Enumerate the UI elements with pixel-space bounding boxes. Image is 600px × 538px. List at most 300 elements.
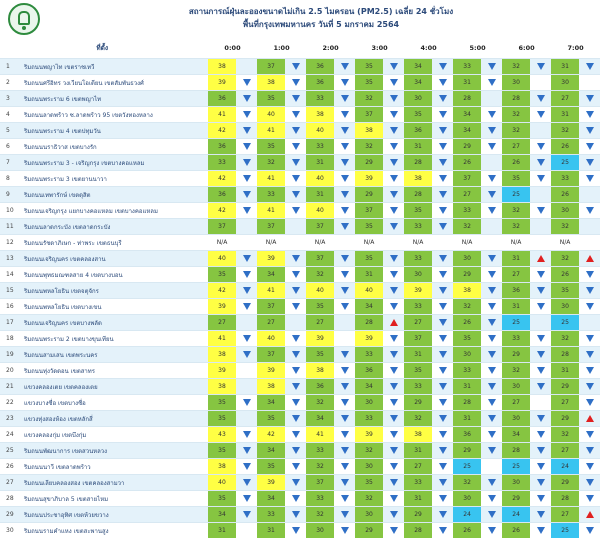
trend-indicator: [481, 299, 502, 315]
row-number: 6: [0, 139, 20, 155]
trend-indicator: [285, 523, 306, 538]
trend-indicator: [530, 267, 551, 283]
trend-down-icon: [341, 511, 349, 518]
pm25-value: 29: [502, 347, 530, 363]
header-time: 1:00: [257, 38, 306, 59]
trend-down-icon: [488, 335, 496, 342]
trend-indicator: [530, 107, 551, 123]
trend-indicator: [432, 139, 453, 155]
station-name: ริมถนนพัฒนาการ เขตสวนหลวง: [20, 443, 208, 459]
pm25-value: 35: [355, 219, 383, 235]
trend-down-icon: [537, 335, 545, 342]
row-number: 14: [0, 267, 20, 283]
trend-indicator: [334, 283, 355, 299]
trend-indicator: [383, 267, 404, 283]
table-row: [0, 75, 600, 91]
table-header-row: [0, 38, 600, 59]
trend-indicator: [285, 395, 306, 411]
trend-down-icon: [341, 255, 349, 262]
trend-indicator: [432, 363, 453, 379]
trend-down-icon: [537, 271, 545, 278]
pm25-value: 37: [257, 299, 285, 315]
table-row: [0, 475, 600, 491]
trend-down-icon: [488, 447, 496, 454]
trend-indicator: [383, 203, 404, 219]
row-number: 24: [0, 427, 20, 443]
trend-down-icon: [488, 511, 496, 518]
trend-down-icon: [586, 111, 594, 118]
trend-indicator: [579, 379, 600, 395]
trend-indicator: [481, 91, 502, 107]
trend-down-icon: [292, 351, 300, 358]
row-number: 17: [0, 315, 20, 331]
trend-indicator: [481, 203, 502, 219]
trend-down-icon: [292, 191, 300, 198]
trend-indicator: [432, 235, 453, 251]
trend-indicator: [432, 187, 453, 203]
trend-down-icon: [390, 479, 398, 486]
station-name: ริมถนนนราธิวาส เขตบางรัก: [20, 139, 208, 155]
pm25-value: 37: [257, 347, 285, 363]
trend-indicator: [579, 331, 600, 347]
trend-down-icon: [390, 127, 398, 134]
report-header: [0, 0, 600, 38]
trend-indicator: [432, 75, 453, 91]
pm25-value: 35: [257, 411, 285, 427]
trend-indicator: [334, 411, 355, 427]
trend-down-icon: [586, 207, 594, 214]
trend-down-icon: [390, 447, 398, 454]
pm25-value: 38: [306, 107, 334, 123]
pm25-value: 27: [208, 315, 236, 331]
trend-down-icon: [243, 143, 251, 150]
trend-down-icon: [586, 367, 594, 374]
pm25-value: 40: [208, 251, 236, 267]
row-number: 12: [0, 235, 20, 251]
trend-indicator: [530, 203, 551, 219]
pm25-value: 37: [453, 171, 481, 187]
pm25-value: 29: [404, 507, 432, 523]
trend-indicator: [285, 267, 306, 283]
trend-indicator: [579, 443, 600, 459]
pm25-value: 32: [306, 507, 334, 523]
pm25-value: 29: [551, 475, 579, 491]
trend-down-icon: [243, 159, 251, 166]
trend-indicator: [481, 251, 502, 267]
trend-indicator: [481, 107, 502, 123]
pm25-value: 27: [404, 315, 432, 331]
trend-down-icon: [390, 63, 398, 70]
trend-indicator: [432, 475, 453, 491]
trend-indicator: [579, 267, 600, 283]
pm25-value: 37: [306, 251, 334, 267]
trend-indicator: [383, 331, 404, 347]
pm25-value: 33: [453, 203, 481, 219]
pm25-value: 32: [502, 59, 530, 75]
trend-indicator: [334, 123, 355, 139]
pm25-value: 36: [306, 379, 334, 395]
trend-indicator: [481, 59, 502, 75]
trend-indicator: [432, 443, 453, 459]
pm25-value: 27: [502, 395, 530, 411]
pm25-value: 27: [257, 315, 285, 331]
pm25-value: 32: [404, 411, 432, 427]
pm25-value: 38: [208, 347, 236, 363]
trend-down-icon: [488, 383, 496, 390]
pm25-value: 27: [551, 395, 579, 411]
pm25-value: 32: [502, 203, 530, 219]
trend-down-icon: [292, 95, 300, 102]
pm25-value: 28: [502, 91, 530, 107]
row-number: 16: [0, 299, 20, 315]
table-row: [0, 315, 600, 331]
pm25-value: 39: [355, 171, 383, 187]
trend-indicator: [236, 219, 257, 235]
pm25-value: 39: [257, 475, 285, 491]
pm25-value: 32: [502, 363, 530, 379]
trend-down-icon: [439, 255, 447, 262]
row-number: 18: [0, 331, 20, 347]
table-row: [0, 411, 600, 427]
pm25-value: 35: [306, 347, 334, 363]
pm25-value: 25: [502, 459, 530, 475]
pm25-value: 30: [355, 459, 383, 475]
pm25-value: 33: [404, 299, 432, 315]
trend-down-icon: [390, 431, 398, 438]
pm25-value: 29: [453, 267, 481, 283]
pm25-value: 35: [502, 171, 530, 187]
header-time: 3:00: [355, 38, 404, 59]
pm25-value: 31: [551, 363, 579, 379]
pm25-value: 31: [404, 443, 432, 459]
trend-down-icon: [390, 159, 398, 166]
trend-indicator: [579, 411, 600, 427]
trend-indicator: [236, 347, 257, 363]
pm25-value: 37: [404, 331, 432, 347]
title-line-2: พื้นที่กรุงเทพมหานคร วันที่ 5 มกราคม 2564: [50, 18, 592, 31]
pm25-value: 30: [404, 267, 432, 283]
pm25-value: 32: [551, 331, 579, 347]
trend-down-icon: [488, 127, 496, 134]
trend-indicator: [334, 443, 355, 459]
trend-indicator: [383, 155, 404, 171]
trend-down-icon: [292, 207, 300, 214]
table-row: [0, 395, 600, 411]
trend-down-icon: [243, 479, 251, 486]
trend-indicator: [530, 491, 551, 507]
pm25-value: 30: [502, 75, 530, 91]
trend-down-icon: [243, 447, 251, 454]
row-number: 1: [0, 59, 20, 75]
pm25-value: 31: [404, 347, 432, 363]
trend-indicator: [530, 155, 551, 171]
trend-indicator: [236, 171, 257, 187]
trend-down-icon: [292, 527, 300, 534]
pm25-value: 35: [257, 139, 285, 155]
trend-indicator: [481, 75, 502, 91]
trend-down-icon: [390, 223, 398, 230]
table-row: [0, 155, 600, 171]
pm25-value: 37: [257, 59, 285, 75]
trend-indicator: [334, 347, 355, 363]
trend-indicator: [432, 411, 453, 427]
table-row: [0, 443, 600, 459]
trend-down-icon: [439, 127, 447, 134]
trend-indicator: [530, 91, 551, 107]
station-name: ริมถนนพหลโยธิน เขตบางเขน: [20, 299, 208, 315]
row-number: 29: [0, 507, 20, 523]
trend-down-icon: [439, 383, 447, 390]
pm25-value: 39: [257, 363, 285, 379]
trend-down-icon: [243, 95, 251, 102]
pm25-value: 35: [306, 299, 334, 315]
pm25-value: 33: [404, 251, 432, 267]
trend-down-icon: [341, 159, 349, 166]
pm25-value: N/A: [502, 235, 530, 251]
trend-indicator: [285, 139, 306, 155]
station-name: ริมถนนทุ่งวัดดอน เขตสาทร: [20, 363, 208, 379]
pm25-value: 32: [355, 443, 383, 459]
trend-indicator: [236, 107, 257, 123]
trend-indicator: [579, 427, 600, 443]
trend-down-icon: [586, 127, 594, 134]
pm25-value: 31: [355, 267, 383, 283]
trend-down-icon: [439, 63, 447, 70]
pm25-table: [0, 38, 600, 538]
trend-indicator: [383, 187, 404, 203]
station-name: ริมถนนนาวี เขตลาดพร้าว: [20, 459, 208, 475]
trend-indicator: [236, 299, 257, 315]
pm25-value: 32: [551, 123, 579, 139]
trend-indicator: [481, 219, 502, 235]
trend-down-icon: [243, 191, 251, 198]
trend-down-icon: [488, 479, 496, 486]
trend-down-icon: [341, 383, 349, 390]
trend-down-icon: [537, 415, 545, 422]
trend-indicator: [236, 331, 257, 347]
trend-down-icon: [537, 303, 545, 310]
trend-indicator: [481, 395, 502, 411]
trend-indicator: [236, 283, 257, 299]
pm25-value: 32: [355, 91, 383, 107]
trend-indicator: [334, 395, 355, 411]
row-number: 11: [0, 219, 20, 235]
trend-down-icon: [439, 319, 447, 326]
trend-down-icon: [390, 271, 398, 278]
pm25-value: N/A: [208, 235, 236, 251]
trend-indicator: [579, 203, 600, 219]
trend-indicator: [285, 107, 306, 123]
trend-indicator: [530, 475, 551, 491]
pm25-value: 33: [404, 475, 432, 491]
pm25-value: 34: [257, 395, 285, 411]
pm25-value: 33: [208, 155, 236, 171]
trend-indicator: [481, 139, 502, 155]
station-name: ริมถนนพุทธมณฑลสาย 4 เขตบางบอน: [20, 267, 208, 283]
pm25-value: 34: [306, 411, 334, 427]
trend-indicator: [481, 331, 502, 347]
trend-down-icon: [341, 63, 349, 70]
trend-down-icon: [439, 287, 447, 294]
pm25-value: 30: [551, 203, 579, 219]
trend-indicator: [285, 251, 306, 267]
pm25-value: 42: [208, 203, 236, 219]
pm25-value: 35: [208, 411, 236, 427]
trend-indicator: [432, 347, 453, 363]
table-row: [0, 299, 600, 315]
trend-down-icon: [439, 431, 447, 438]
pm25-value: 27: [306, 315, 334, 331]
trend-down-icon: [292, 447, 300, 454]
trend-indicator: [432, 491, 453, 507]
trend-indicator: [579, 219, 600, 235]
trend-indicator: [285, 475, 306, 491]
trend-indicator: [530, 331, 551, 347]
pm25-value: 37: [306, 219, 334, 235]
pm25-value: 35: [355, 475, 383, 491]
pm25-value: 34: [355, 379, 383, 395]
pm25-value: 36: [208, 91, 236, 107]
station-name: ริมถนนรัชดาภิเษก - ท่าพระ เขตธนบุรี: [20, 235, 208, 251]
pm25-value: 27: [502, 139, 530, 155]
report-title: [50, 5, 592, 31]
trend-indicator: [236, 459, 257, 475]
pm25-value: 27: [551, 91, 579, 107]
trend-indicator: [334, 187, 355, 203]
pm25-value: 35: [355, 59, 383, 75]
trend-indicator: [285, 187, 306, 203]
trend-down-icon: [243, 127, 251, 134]
pm25-value: 43: [208, 427, 236, 443]
pm25-value: 28: [551, 491, 579, 507]
table-row: [0, 107, 600, 123]
trend-indicator: [530, 283, 551, 299]
trend-indicator: [383, 491, 404, 507]
trend-indicator: [530, 75, 551, 91]
trend-down-icon: [390, 287, 398, 294]
trend-down-icon: [488, 367, 496, 374]
trend-down-icon: [537, 159, 545, 166]
pm25-value: 30: [404, 91, 432, 107]
pm25-value: 34: [208, 507, 236, 523]
trend-down-icon: [341, 95, 349, 102]
trend-indicator: [334, 59, 355, 75]
trend-down-icon: [390, 303, 398, 310]
pm25-value: N/A: [257, 235, 285, 251]
trend-indicator: [285, 123, 306, 139]
trend-indicator: [432, 59, 453, 75]
station-name: ริมถนนเลียบคลองสอง เขตคลองสามวา: [20, 475, 208, 491]
header-time: 4:00: [404, 38, 453, 59]
pm25-value: 27: [502, 267, 530, 283]
pm25-value: 29: [404, 395, 432, 411]
row-number: 20: [0, 363, 20, 379]
trend-indicator: [481, 187, 502, 203]
pm25-value: 40: [306, 203, 334, 219]
pm25-value: 40: [257, 107, 285, 123]
trend-indicator: [530, 123, 551, 139]
pm25-value: 32: [306, 459, 334, 475]
pm25-value: 27: [551, 507, 579, 523]
trend-indicator: [432, 123, 453, 139]
trend-indicator: [236, 395, 257, 411]
trend-down-icon: [488, 207, 496, 214]
pm25-value: 32: [453, 299, 481, 315]
trend-indicator: [334, 235, 355, 251]
pm25-value: 34: [404, 75, 432, 91]
trend-indicator: [481, 443, 502, 459]
header-time: 7:00: [551, 38, 600, 59]
trend-indicator: [579, 283, 600, 299]
trend-indicator: [530, 187, 551, 203]
table-row: [0, 251, 600, 267]
trend-indicator: [334, 75, 355, 91]
pm25-value: 35: [404, 363, 432, 379]
trend-down-icon: [390, 255, 398, 262]
trend-indicator: [383, 171, 404, 187]
row-number: 19: [0, 347, 20, 363]
pm25-value: 38: [355, 123, 383, 139]
pm25-value: 31: [257, 523, 285, 538]
trend-down-icon: [488, 319, 496, 326]
trend-down-icon: [292, 143, 300, 150]
pm25-value: 33: [404, 379, 432, 395]
pm25-value: 33: [355, 411, 383, 427]
pm25-value: 24: [551, 459, 579, 475]
trend-indicator: [579, 459, 600, 475]
table-row: [0, 203, 600, 219]
trend-indicator: [530, 523, 551, 538]
pm25-value: 29: [453, 443, 481, 459]
trend-indicator: [432, 315, 453, 331]
row-number: 8: [0, 171, 20, 187]
trend-down-icon: [390, 207, 398, 214]
trend-down-icon: [243, 431, 251, 438]
row-number: 30: [0, 523, 20, 538]
trend-indicator: [530, 59, 551, 75]
station-name: ริมถนนพระราม 2 เขตบางขุนเทียน: [20, 331, 208, 347]
trend-indicator: [236, 91, 257, 107]
trend-down-icon: [292, 463, 300, 470]
trend-down-icon: [488, 287, 496, 294]
header-time: 2:00: [306, 38, 355, 59]
trend-indicator: [481, 347, 502, 363]
trend-down-icon: [292, 335, 300, 342]
trend-down-icon: [537, 175, 545, 182]
row-number: 25: [0, 443, 20, 459]
pm25-value: 33: [551, 171, 579, 187]
trend-down-icon: [292, 303, 300, 310]
trend-indicator: [285, 363, 306, 379]
pm25-value: 38: [208, 459, 236, 475]
table-row: [0, 363, 600, 379]
trend-down-icon: [586, 271, 594, 278]
trend-indicator: [285, 379, 306, 395]
trend-indicator: [432, 427, 453, 443]
trend-down-icon: [341, 527, 349, 534]
pm25-value: 34: [404, 59, 432, 75]
trend-down-icon: [341, 191, 349, 198]
station-name: แขวงคลองเตย เขตคลองเตย: [20, 379, 208, 395]
trend-indicator: [285, 235, 306, 251]
trend-indicator: [530, 315, 551, 331]
table-row: [0, 91, 600, 107]
trend-indicator: [334, 475, 355, 491]
trend-indicator: [334, 331, 355, 347]
trend-down-icon: [439, 479, 447, 486]
pm25-value: 31: [551, 59, 579, 75]
pm25-value: 31: [502, 299, 530, 315]
